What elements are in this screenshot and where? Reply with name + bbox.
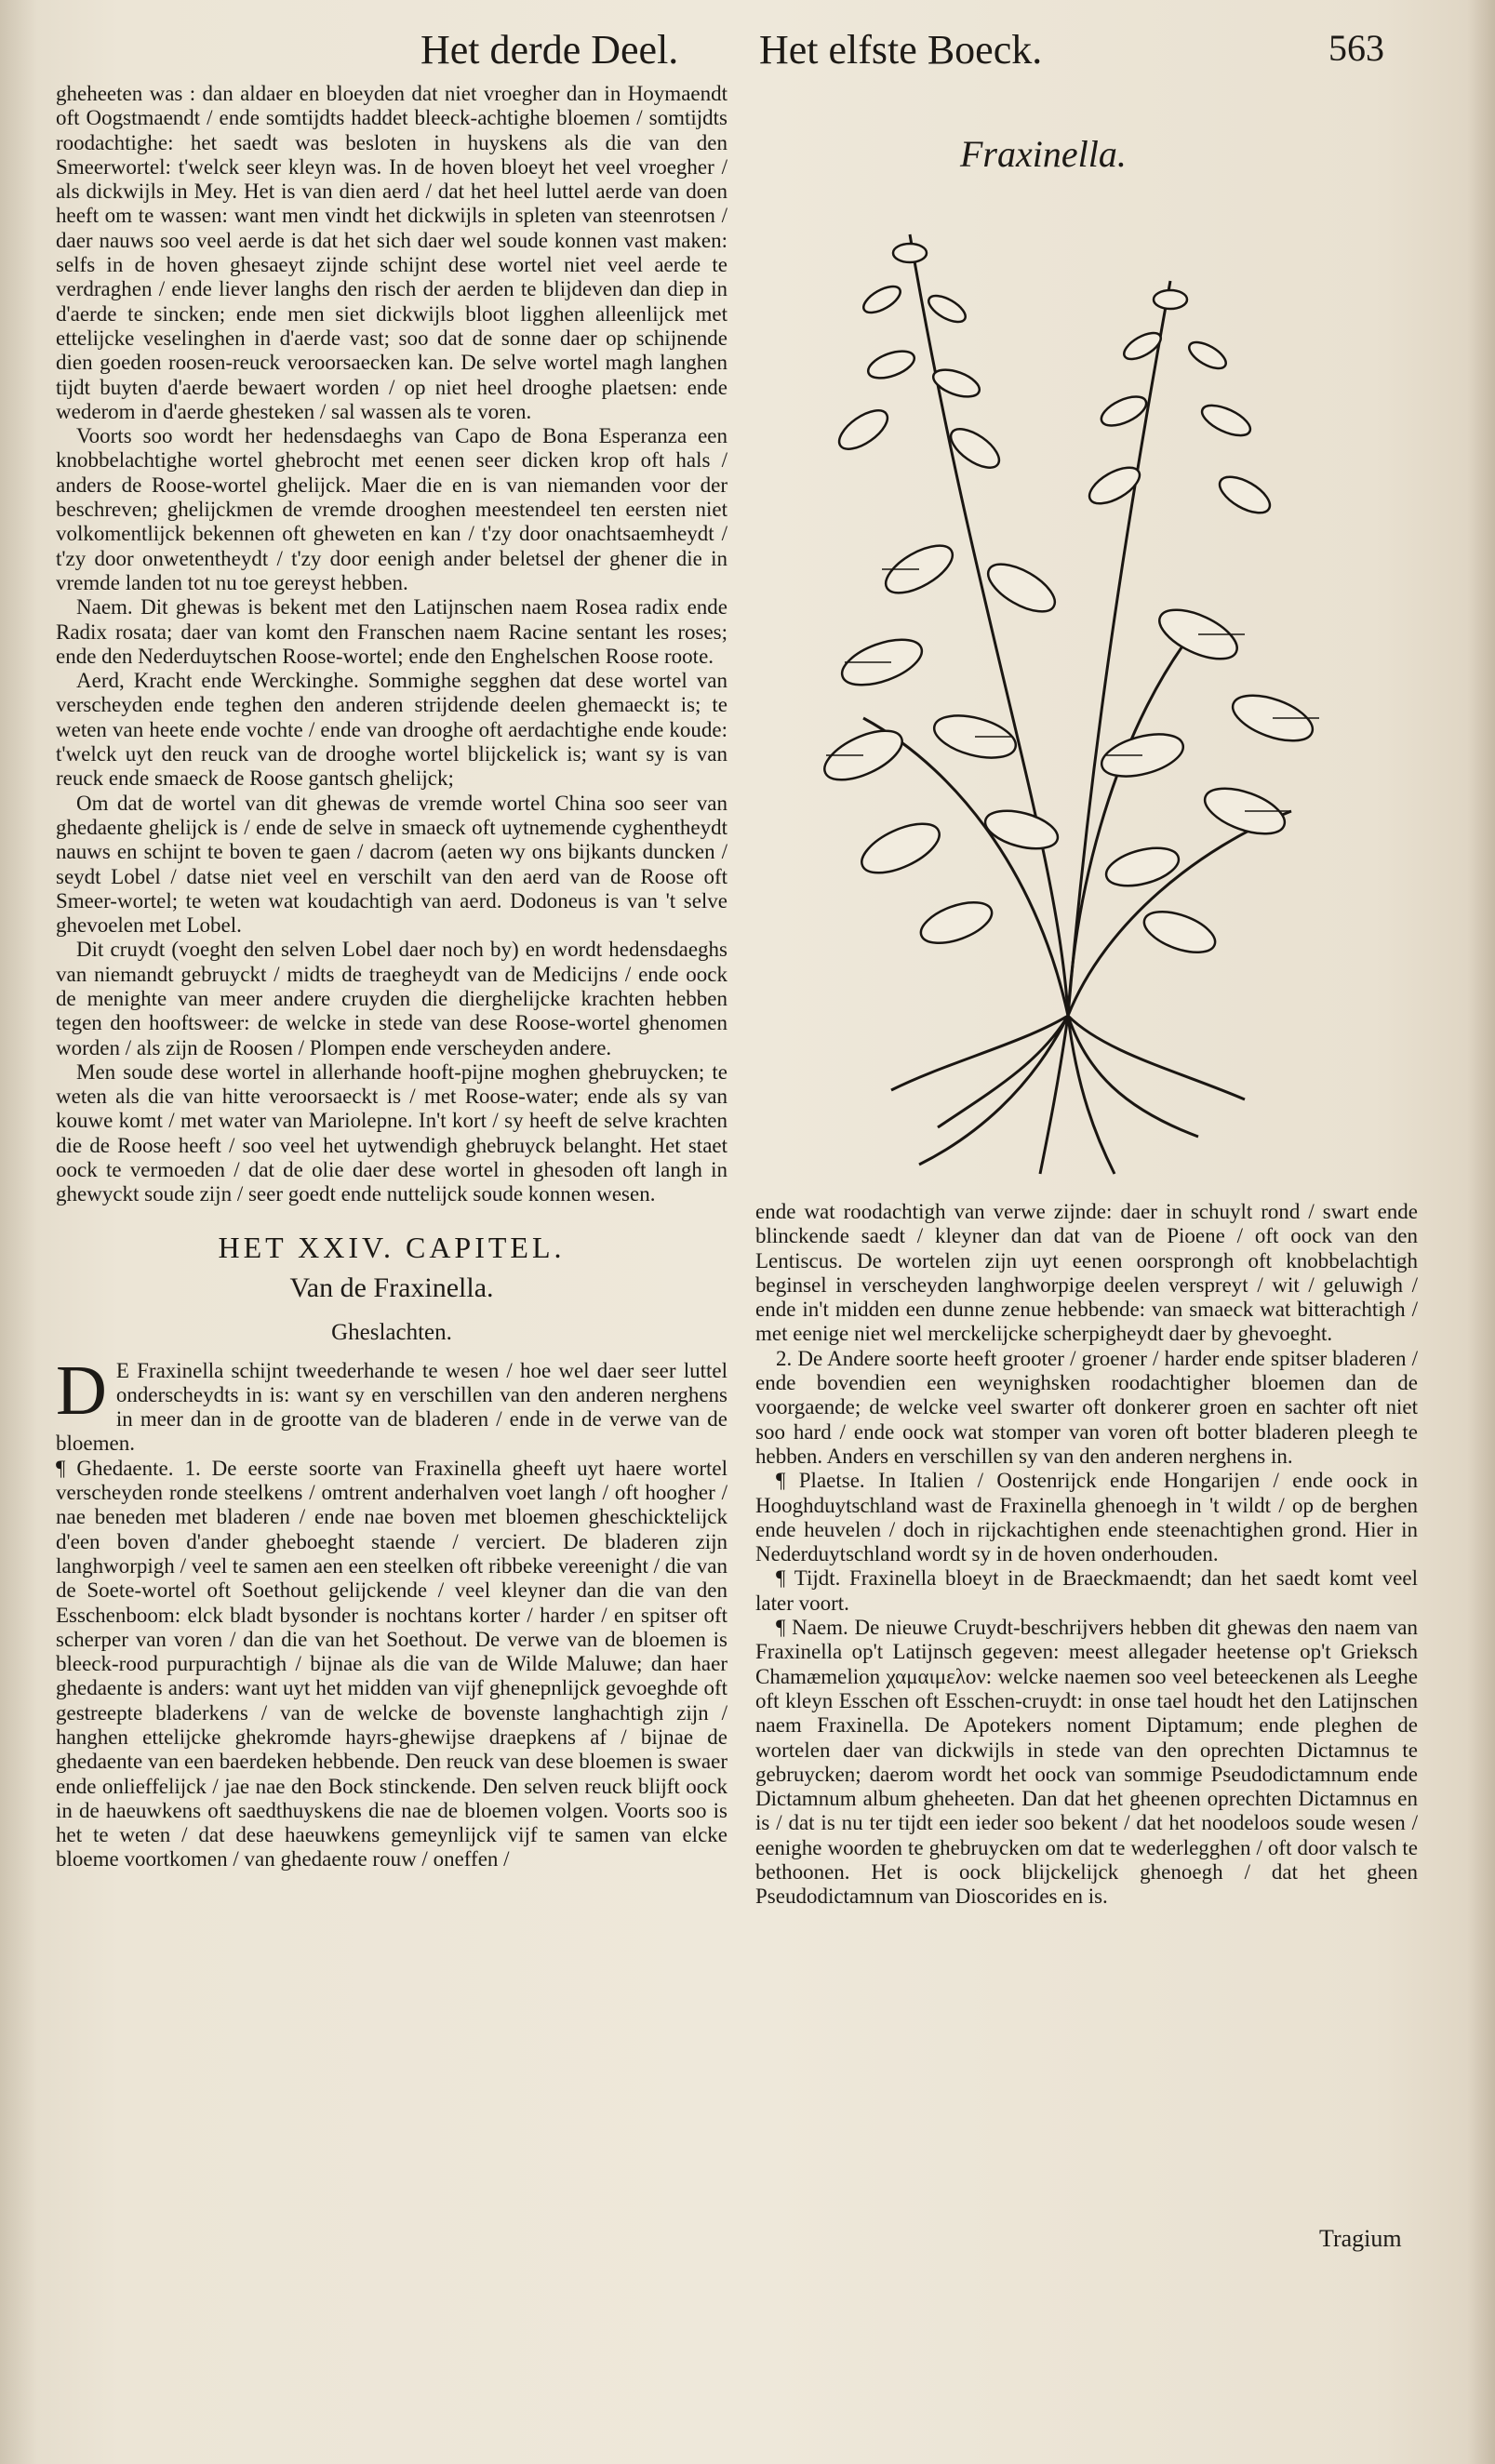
right-column xyxy=(755,1200,1418,1910)
page-number: 563 xyxy=(1328,27,1384,69)
plant-illustration xyxy=(808,197,1328,1183)
drop-cap: D xyxy=(56,1351,107,1430)
intro-paragraph xyxy=(56,1351,727,1457)
header-book-title: Het elfste Boeck. xyxy=(759,27,1043,73)
paragraph: ende wat roodachtigh van verwe zijnde: daer in schuylt rond / swart ende blinckende saedt / kleyner dan dat van de Pioene / oft oock van den Lentiscus. De wortelen zijn uyt eenen oorsprongh oft knobbelachtigh beginsel in verscheyden langhworpige deelen verspreyt / wit / geluwigh / ende in't midden een dunne zenue hebbende: van smaeck wat bitterachtigh / met eenige niet wel merckelijcke scherpigheydt daer by ghevoeght. xyxy=(755,1200,1418,1346)
paragraph: Aerd, Kracht ende Werckinghe. Sommighe segghen dat dese wortel van verscheyden ende teghen den anderen strijdende deelen ghemaeckt is; te weten van heete ende vochte / ende van drooghe oft aerdachtighe ende koude: t'welck uyt den reuck van de drooghe wortel blijckelick is; want sy is van reuck ende smaeck de Roose gantsch ghelijck; xyxy=(56,669,727,791)
left-column xyxy=(56,82,727,1872)
paragraph: Naem. Dit ghewas is bekent met den Latijnschen naem Rosea radix ende Radix rosata; daer van komt den Franschen naem Racine sentant les roses; ende den Nederduytschen Roose-wortel; ende den Enghelschen Roose roote. xyxy=(56,595,727,668)
paragraph: Men soude dese wortel in allerhande hooft-pijne moghen ghebruycken; te weten als die van hitte veroorsaeckt is / met Roose-water; ende als sy van kouwe komt / met water van Mariolepne. In't kort / sy heeft de selve krachten die de Roose heeft / soo veel het uytwendigh ghebruyck belanght. Het staet oock te vermoeden / dat de olie daer dese wortel in ghesoden oft langh in ghewyckt soude zijn / seer goedt ende nuttelijck soude konnen wesen. xyxy=(56,1059,727,1206)
chapter-title: HET XXIV. CAPITEL. xyxy=(218,1230,566,1264)
header-part-title: Het derde Deel. xyxy=(420,27,679,73)
paragraph: 2. De Andere soorte heeft grooter / groener / harder ende spitser bladeren / ende bovendien een weynighsken roodachtigher bloemen dan de voorgaende; de welcke veel swarter oft donkerer groen en sachter oft niet soo hard / ende oock wat stomper van voren oft botter bladeren pleegh te hebben. Anders en verschillen sy van den anderen nerghens in. xyxy=(755,1346,1418,1468)
figure-title: Fraxinella. xyxy=(960,133,1127,175)
paragraph: gheheeten was : dan aldaer en bloeyden dat niet vroegher dan in Hoymaendt oft Oogstmaendt / ende somtijdts haddet bleeck-achtighe bloemen / somtijdts roodachtighe: het saedt was besloten in huyskens als die van den Smeerwortel: t'welck seer kleyn was. In de hoven bloeyt het veel vroegher / als dickwijls in Mey. Het is van dien aerd / dat het heel luttel aerde van doen heeft om te wassen: want men vindt het dickwijls in spleten van steenrotsen / daer nauws soo veel aerde is dat het sich daer wel soude konnen vast maken: selfs in de hoven ghesaeyt zijnde schijnt dese wortel niet veel aerde te verdraghen / ende liever langhs den risch der aerden te blijdeven dan diep in d'aerde te sincken; ende men siet dickwijls bloot ligghen alleenlijck met ettelijcke veselinghen in d'aerde vast; soo dat de sonne daer op schijnende dien goeden roosen-reuck veroorsaecken kan. De selve wortel magh langhen tijdt buyten d'aerde bewaert worden / op niet heel drooghe plaetsen: ende wederom in d'aerde ghesteken / sal wassen als te voren. xyxy=(56,82,727,423)
paragraph: Om dat de wortel van dit ghewas de vremde wortel China soo seer van ghedaente ghelijck is / ende de selve in smaeck oft uytnemende cyghentheydt nauws en schijnt te boven te gaen / dacrom (aeten wy ons bijkants duncken / seydt Lobel / datse niet veel en verschilt van den aerd van de Roose oft Smeer-wortel; te weten wat koudachtigh van aerd. Dodoneus is van 't selve ghevoelen met Lobel. xyxy=(56,791,727,938)
section-title: Gheslachten. xyxy=(331,1320,452,1346)
paragraph: ¶ Naem. De nieuwe Cruydt-beschrijvers hebben dit ghewas den naem van Fraxinella op't Latijnsch gegeven: meest allegader heetense op't Grieksch Chamæmelion χαμαιμελον: welcke naemen soo veel beteeckenen als Leeghe oft kleyn Esschen oft Esschen-cruydt: in onse tael houdt het den Latijnschen naem Fraxinella. De Apotekers noment Diptamum; ende pleghen de wortelen daer van dickwijls in stede van den oprechten Dictamnus te gebruycken; daerom wordt het oock van sommige Pseudodictamnum ende Dictamnum album gheheeten. Dan dat het gheenen oprechten Dictamnus en is / dat is nu ter tijdt een ieder soo bekent / dat het noodeloos soude wesen / eenighe woorden te ghebruycken om dat te wederlegghen / oft door valsch te bethoonen. Het is oock blijckelijck ghenoegh / dat het gheen Pseudodictamnum van Dioscorides en is. xyxy=(755,1616,1418,1909)
intro-text: E Fraxinella schijnt tweederhande te wesen / hoe wel daer seer luttel onderscheydts in is: want sy en verschillen van den anderen nerghens in meer dan in de grootte van de bladeren / ende in de verwe van de bloemen. xyxy=(56,1358,727,1456)
page-left-shadow xyxy=(0,0,37,2464)
paragraph: ¶ Tijdt. Fraxinella bloeyt in de Braeckmaendt; dan het saedt komt veel later voort. xyxy=(755,1566,1418,1615)
catchword: Tragium xyxy=(1319,2225,1402,2252)
paragraph: Voorts soo wordt her hedensdaeghs van Capo de Bona Esperanza een knobbelachtighe wortel ghebrocht met eenen seer dicken krop oft hals / anders de Roose-wortel ghelijck. Maer die en is van niemanden voor der beschreven; ghelijckmen de vremde drooghen meestendeel ten eersten niet volkomentlijck bekennen oft gheweten en kan / t'zy door onachtsaemheydt / t'zy door onwetentheydt / t'zy door eenigh ander beletsel der ghener die in vremde landen tot nu toe gereyst hebben. xyxy=(56,424,727,594)
fraxinella-woodcut xyxy=(808,197,1328,1183)
running-header xyxy=(0,26,1495,82)
paragraph-ghedaente: ¶ Ghedaente. 1. De eerste soorte van Fraxinella gheeft uyt haere wortel verscheyden ronde steelkens / omtrent anderhalven voet langh / oft hoogher / nae beneden met bladeren / ende nae boven met bloemen gheschicktelijck d'een boven d'ander gheboeght staende / verciert. De bladeren zijn langhworpigh / veel te samen aen een steelken oft ribbeke vereenight / die van de Soete-wortel oft Soethout gelijckende / veel kleyner dan die van den Esschenboom: elck bladt bysonder is nochtans korter / harder / en spitser oft scherper van voren / dan die van het Soethout. De verwe van de bloemen is bleeck-rood purpurachtigh / bijnae als die van de Wilde Maluwe; dan haer ghedaente is anders: want uyt het midden van vijf ghenepnlijck gevoeghde oft gestreepte bladerkens / van de welcke de bovenste langhachtigh zijn / hanghen ettelijcke ghekromde hayrs-ghewijse draepkens af / bijnae de ghedaente van een baerdeken hebbende. Den reuck van dese bloemen is swaer ende onlieffelijck / jae nae den Bock stinckende. Den selven reuck blijft oock in de haeuwkens oft saedthuyskens die nae de bloemen volgen. Voorts soo is het te weten / dat dese haeuwkens gemeynlijck vijf te samen van elcke bloeme voortkomen / van ghedaente rouw / oneffen / xyxy=(56,1456,727,1871)
page-edge-shadow xyxy=(1467,0,1495,2464)
paragraph: ¶ Plaetse. In Italien / Oostenrijck ende Hongarijen / ende oock in Hooghduytschland wast de Fraxinella ghenoegh in 't wildt / op de berghen ende heuvelen / doch in rijckachtighen ende steenachtighen grond. Hier in Nederduytschland wordt sy in de hoven onderhouden. xyxy=(755,1469,1418,1566)
paragraph: Dit cruydt (voeght den selven Lobel daer noch by) en wordt hedensdaeghs van niemandt gebruyckt / midts de traegheydt van de Medicijns / ende oock de menighte van meer andere cruyden die dierghelijcke krachten hebben tegen den hooftsweer: de welcke in stede van dese Roose-wortel ghenomen worden / als zijn de Roosen / Plompen ende verscheyden andere. xyxy=(56,938,727,1059)
chapter-subtitle: Van de Fraxinella. xyxy=(289,1272,494,1303)
